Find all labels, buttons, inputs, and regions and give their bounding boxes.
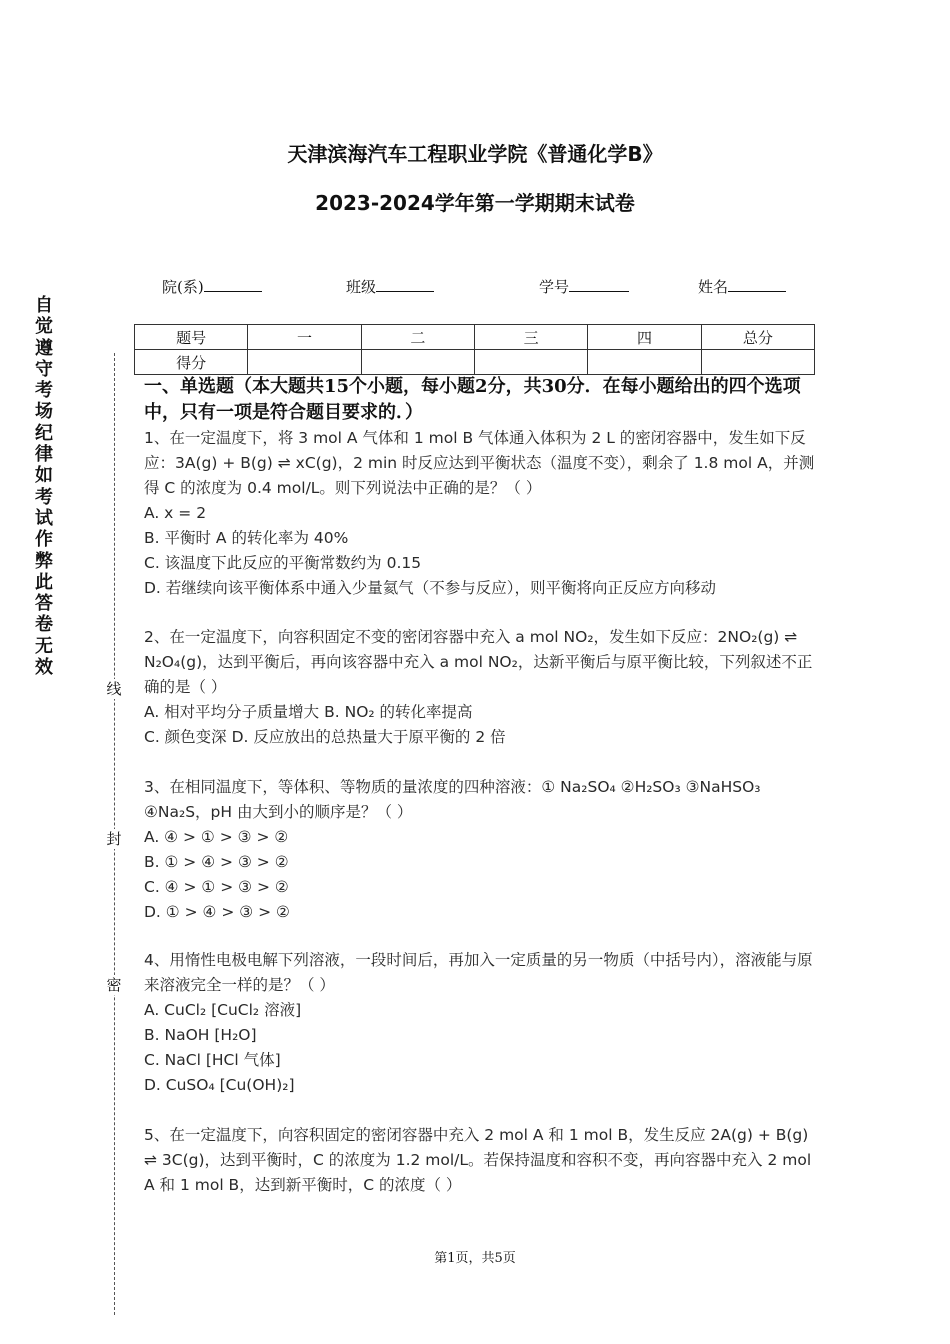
sidebar-char: 卷 xyxy=(35,614,53,636)
table-cell xyxy=(701,350,814,375)
sidebar-char: 场 xyxy=(35,401,53,423)
sidebar-char: 试 xyxy=(35,507,53,529)
question-stem: 4、用惰性电极电解下列溶液，一段时间后，再加入一定质量的另一物质（中括号内），溶液能与原来溶液完全一样的是？（ ） xyxy=(144,951,813,994)
option-a: A. ④ > ① > ③ > ② xyxy=(144,828,289,846)
name-blank xyxy=(728,277,786,292)
page-number: 第1页，共5页 xyxy=(434,1251,516,1266)
table-cell: 总分 xyxy=(701,325,814,350)
sidebar-char: 无 xyxy=(35,635,53,657)
sidebar-char: 弊 xyxy=(35,550,53,572)
option-row-ab: A. 相对平均分子质量增大 B. NO₂ 的转化率提高 xyxy=(144,703,473,721)
table-cell xyxy=(361,350,474,375)
option-d: D. CuSO₄ [Cu(OH)₂] xyxy=(144,1076,295,1094)
sidebar-char: 纪 xyxy=(35,422,53,444)
table-cell: 得分 xyxy=(135,350,248,375)
name-label: 姓名 xyxy=(698,278,729,296)
question-stem: 5、在一定温度下，向容积固定的密闭容器中充入 2 mol A 和 1 mol B，发生反应 2A(g) + B(g) ⇌ 3C(g)，达到平衡时，C 的浓度为 1.2 mol/L。若保持温度和容积不变，再向容器中充入 2 mol A 和 1 mol B，达到新平衡时，C 的浓度（ ） xyxy=(144,1126,812,1194)
table-cell: 一 xyxy=(248,325,361,350)
sidebar-char: 考 xyxy=(35,486,53,508)
option-b: B. 平衡时 A 的转化率为 40% xyxy=(144,529,349,547)
sidebar-char: 考 xyxy=(35,380,53,402)
sidebar-char: 觉 xyxy=(35,316,53,338)
sidebar-char: 律 xyxy=(35,444,53,466)
sidebar-char: 遵 xyxy=(35,337,53,359)
option-row-cd: C. 颜色变深 D. 反应放出的总热量大于原平衡的 2 倍 xyxy=(144,728,506,746)
table-cell: 题号 xyxy=(135,325,248,350)
sidebar-char: 如 xyxy=(35,465,53,487)
name-field xyxy=(698,276,786,297)
question-4 xyxy=(144,948,819,1098)
exam-title-line2: 2023-2024学年第一学期期末试卷 xyxy=(315,191,635,215)
department-label: 院(系) xyxy=(162,278,204,296)
table-cell xyxy=(248,350,361,375)
table-cell: 四 xyxy=(588,325,701,350)
section-title: 一、单选题（本大题共15个小题，每小题2分，共30分．在每小题给出的四个选项中，只有一项是符合题目要求的．） xyxy=(144,376,801,423)
question-5 xyxy=(144,1123,819,1198)
binding-mark-mi: 密 xyxy=(104,975,124,995)
class-blank xyxy=(376,277,434,292)
option-c: C. NaCl [HCl 气体] xyxy=(144,1051,281,1069)
table-cell: 二 xyxy=(361,325,474,350)
question-2 xyxy=(144,625,819,750)
table-cell: 三 xyxy=(474,325,587,350)
sidebar-char: 此 xyxy=(35,571,53,593)
option-d: D. ① > ④ > ③ > ② xyxy=(144,903,290,921)
question-stem: 3、在相同温度下，等体积、等物质的量浓度的四种溶液：① Na₂SO₄ ②H₂SO₃ ③NaHSO₃ ④Na₂S，pH 由大到小的顺序是？（ ） xyxy=(144,778,761,821)
question-3 xyxy=(144,775,819,925)
department-field xyxy=(162,276,262,297)
question-stem: 1、在一定温度下，将 3 mol A 气体和 1 mol B 气体通入体积为 2 L 的密闭容器中，发生如下反应：3A(g) + B(g) ⇌ xC(g)，2 min 时反应达到平衡状态（温度不变），剩余了 1.8 mol A，并测得 C 的浓度为 0.4 mol/L。则下列说法中正确的是？（ ） xyxy=(144,429,815,497)
exam-title-line1: 天津滨海汽车工程职业学院《普通化学B》 xyxy=(287,142,663,166)
sidebar-warning-text xyxy=(31,295,57,678)
sidebar-char: 自 xyxy=(35,295,53,316)
question-stem: 2、在一定温度下，向容积固定不变的密闭容器中充入 a mol NO₂，发生如下反应：2NO₂(g) ⇌ N₂O₄(g)，达到平衡后，再向该容器中充入 a mol NO₂，达新平衡后与原平衡比较，下列叙述不正确的是（ ） xyxy=(144,628,813,696)
class-label: 班级 xyxy=(346,278,377,296)
sidebar-char: 作 xyxy=(35,529,53,551)
binding-mark-feng: 封 xyxy=(104,829,124,849)
class-field xyxy=(346,276,434,297)
option-c: C. 该温度下此反应的平衡常数约为 0.15 xyxy=(144,554,422,572)
student-id-label: 学号 xyxy=(539,278,570,296)
department-blank xyxy=(204,277,262,292)
score-table xyxy=(134,324,815,375)
option-a: A. CuCl₂ [CuCl₂ 溶液] xyxy=(144,1001,302,1019)
binding-mark-xian: 线 xyxy=(104,679,124,699)
student-id-field xyxy=(539,276,629,297)
option-c: C. ④ > ① > ③ > ② xyxy=(144,878,289,896)
student-id-blank xyxy=(569,277,629,292)
option-d: D. 若继续向该平衡体系中通入少量氦气（不参与反应），则平衡将向正反应方向移动 xyxy=(144,579,717,597)
sidebar-char: 答 xyxy=(35,593,53,615)
option-b: B. ① > ④ > ③ > ② xyxy=(144,853,289,871)
score-table-score-row xyxy=(135,350,815,375)
option-b: B. NaOH [H₂O] xyxy=(144,1026,257,1044)
table-cell xyxy=(474,350,587,375)
sidebar-char: 守 xyxy=(35,358,53,380)
score-table-header-row xyxy=(135,325,815,350)
question-1 xyxy=(144,426,819,601)
table-cell xyxy=(588,350,701,375)
option-a: A. x = 2 xyxy=(144,504,207,522)
sidebar-char: 效 xyxy=(35,657,53,679)
